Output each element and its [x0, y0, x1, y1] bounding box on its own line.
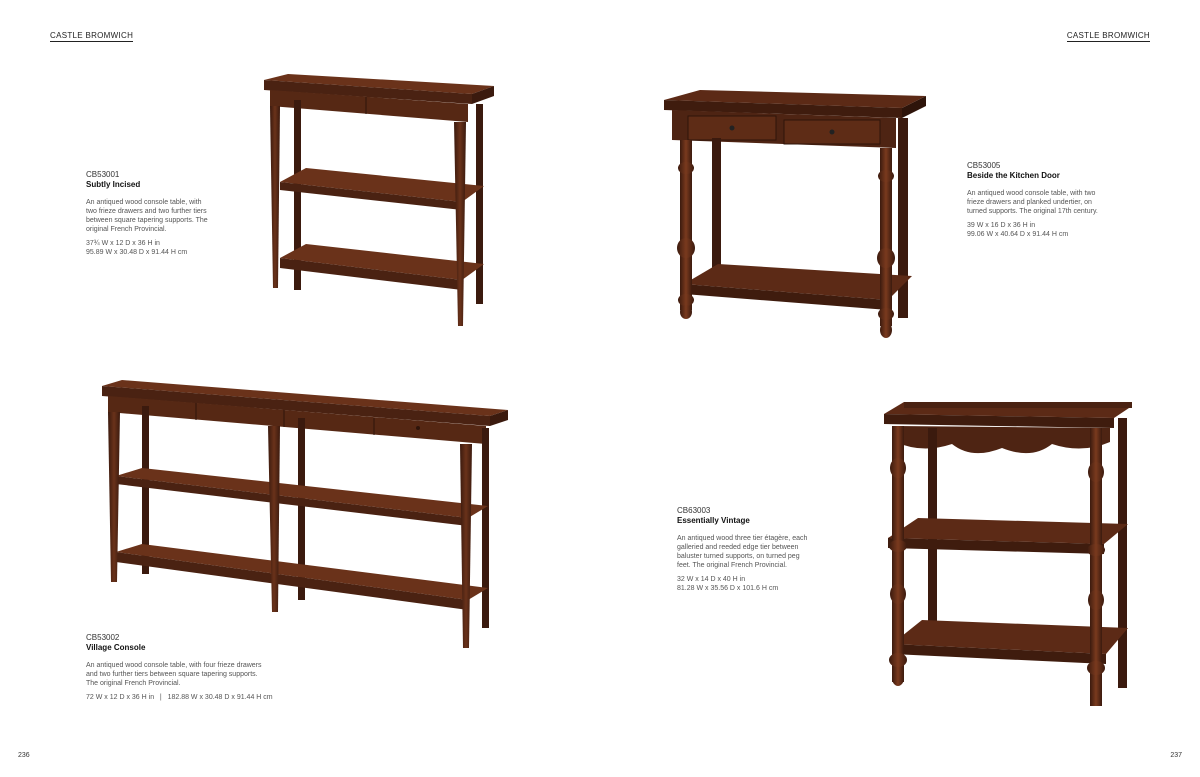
- product-photo-cb53002: [98, 376, 512, 652]
- page-number: 237: [1170, 752, 1182, 759]
- product-cb53002: [86, 633, 346, 702]
- product-code: CB53002: [86, 633, 120, 642]
- product-name: Essentially Vintage: [677, 516, 750, 525]
- product-code: CB53001: [86, 170, 120, 179]
- product-dimensions: 39 W x 16 D x 36 H in 99.06 W x 40.64 D x 91.44 H cm: [967, 222, 1069, 238]
- product-cb53001: [86, 170, 236, 257]
- right-page: [600, 0, 1200, 777]
- product-cb63003: [677, 506, 847, 593]
- product-dimensions: 72 W x 12 D x 36 H in | 182.88 W x 30.48 D x 91.44 H cm: [86, 694, 273, 701]
- product-name: Village Console: [86, 643, 146, 652]
- product-description: An antiqued wood three tier étagère, each galleried and reeded edge tier between baluster turned supports, on turned peg feet. The original French Provincial.: [677, 535, 808, 569]
- page-number: 236: [18, 752, 30, 759]
- product-dimensions: 37¾ W x 12 D x 36 H in 95.89 W x 30.48 D x 91.44 H cm: [86, 240, 188, 256]
- product-name: Beside the Kitchen Door: [967, 171, 1060, 180]
- product-photo-cb63003: [882, 398, 1136, 714]
- product-dimensions: 32 W x 14 D x 40 H in 81.28 W x 35.56 D x 101.6 H cm: [677, 576, 779, 592]
- running-head: CASTLE BROMWICH: [1066, 31, 1150, 40]
- product-description: An antiqued wood console table, with four frieze drawers and two further tiers between square tapering supports. The original French Provincial.: [86, 662, 262, 687]
- product-code: CB63003: [677, 506, 711, 515]
- product-description: An antiqued wood console table, with two frieze drawers and planked undertier, on turned supports. The original 17th century.: [967, 190, 1098, 215]
- product-code: CB53005: [967, 161, 1001, 170]
- product-cb53005: [967, 161, 1147, 239]
- running-head: CASTLE BROMWICH: [50, 31, 134, 40]
- product-description: An antiqued wood console table, with two frieze drawers and two further tiers between square tapering supports. The original French Provincial.: [86, 199, 208, 233]
- product-name: Subtly Incised: [86, 180, 141, 189]
- product-photo-cb53001: [258, 70, 503, 332]
- product-photo-cb53005: [662, 88, 930, 344]
